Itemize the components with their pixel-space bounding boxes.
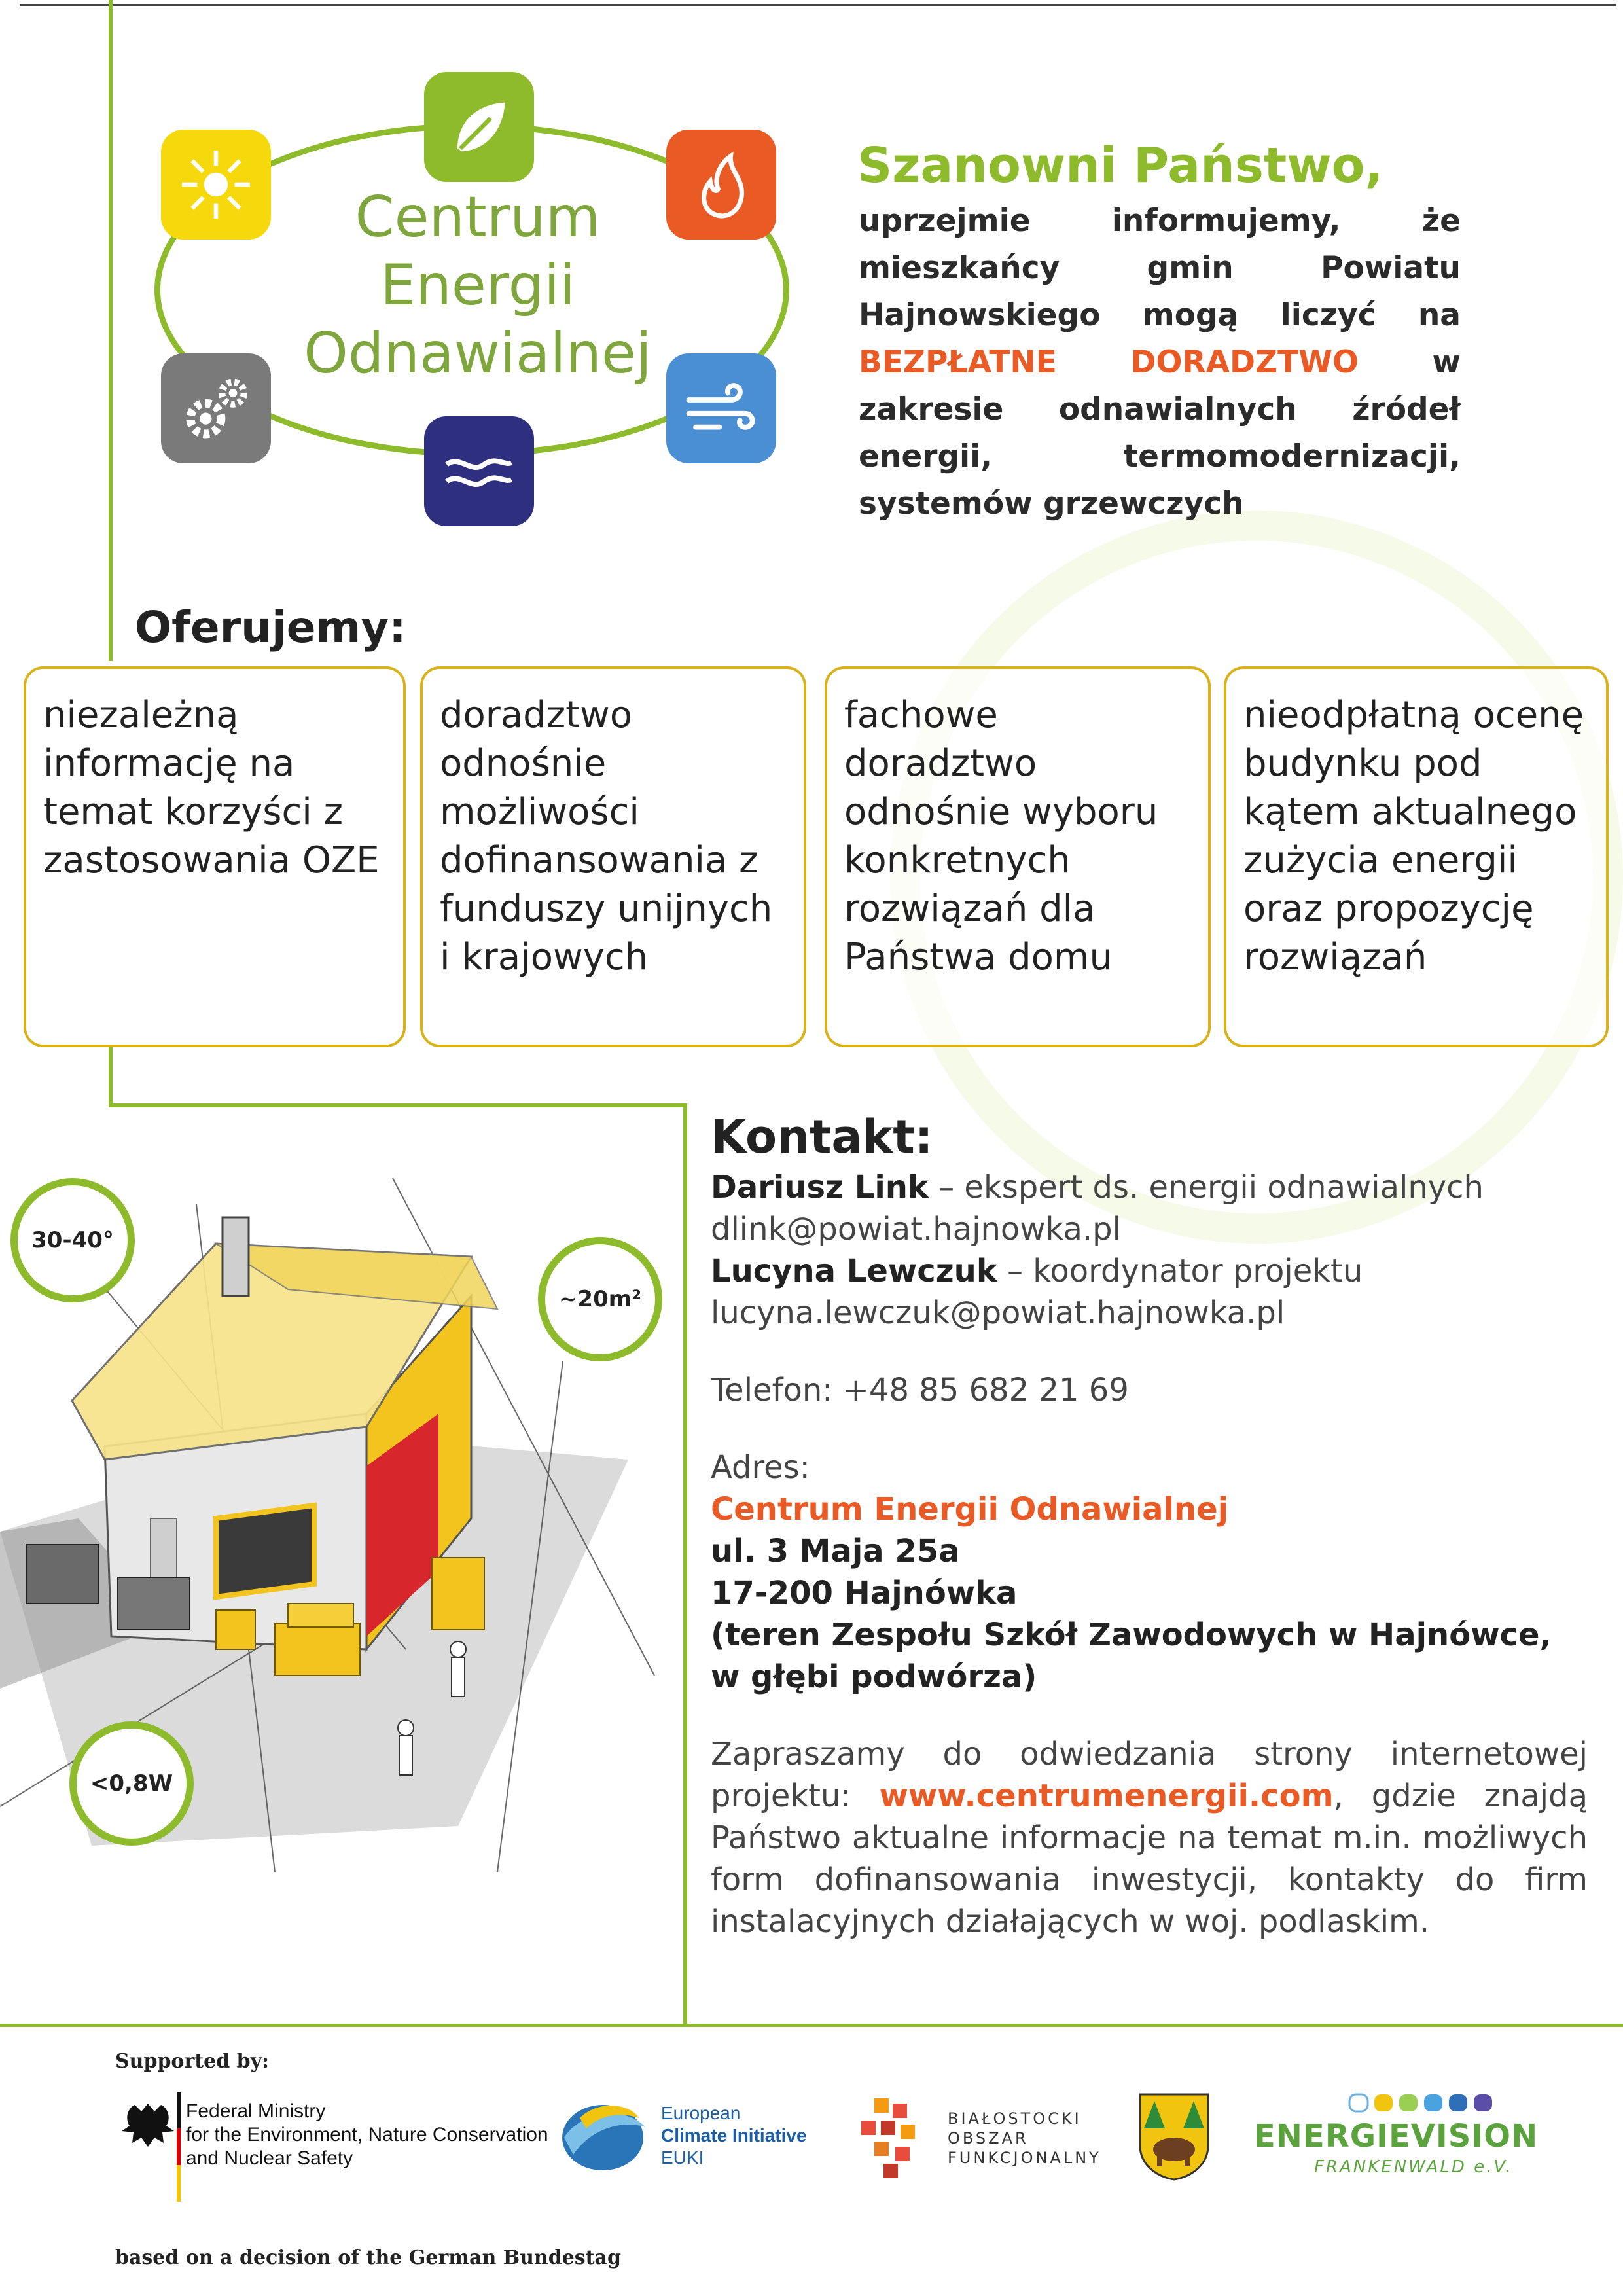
- roof-angle-badge: [10, 1178, 135, 1302]
- euki-logo: [554, 2092, 652, 2177]
- contact-title: Kontakt:: [711, 1110, 933, 1164]
- fire-tile: [666, 130, 776, 240]
- logo-line-1: Centrum: [355, 185, 601, 250]
- person-1-name: Dariusz Link: [711, 1169, 929, 1206]
- water-tile: [424, 416, 534, 526]
- phone-number[interactable]: Telefon: +48 85 682 21 69: [711, 1372, 1129, 1408]
- sun-tile: [161, 130, 271, 240]
- leaf-icon: [443, 91, 515, 163]
- person-1-role: – ekspert ds. energii odnawialnych: [928, 1169, 1484, 1206]
- offer-text: doradztwo odnośnie możliwości dofinansowania z funduszy unijnych i krajowych: [440, 694, 773, 978]
- euki-line-1: European: [661, 2103, 741, 2123]
- offer-box-4: [1224, 666, 1609, 1047]
- roof-angle-value: 30-40°: [31, 1227, 114, 1253]
- offer-box-1: [24, 666, 406, 1047]
- gears-icon: [173, 366, 259, 451]
- person-2-name: Lucyna Lewczuk: [711, 1253, 997, 1289]
- greeting-title: Szanowni Państwo,: [857, 137, 1383, 194]
- euki-line-2: Climate Initiative: [661, 2125, 807, 2145]
- address-note-1: (teren Zespołu Szkół Zawodowych w Hajnówce,: [711, 1617, 1552, 1653]
- address-label: Adres:: [711, 1449, 810, 1486]
- invite-text-2: , gdzie znajdą Państwo aktualne informacje na temat m.in. możliwych form dofinansowania inwestycji, kontakty do firm instalacyjnych działających w woj. podlaskim.: [711, 1778, 1588, 1940]
- greeting-body: [859, 198, 1461, 528]
- free-advice-highlight: BEZPŁATNE DORADZTWO: [859, 344, 1359, 380]
- ministry-name: [186, 2100, 548, 2170]
- greeting-text-1: uprzejmie informujemy, że mieszkańcy gmin Powiatu Hajnowskiego mogą liczyć na: [859, 203, 1461, 333]
- frankenwald-name: FRANKENWALD e.V.: [1314, 2157, 1513, 2177]
- fire-icon: [682, 145, 760, 224]
- wind-tile: [666, 353, 776, 463]
- ministry-line-1: Federal Ministry: [186, 2100, 326, 2122]
- bof-line-3: FUNKCJONALNY: [948, 2149, 1101, 2167]
- ministry-line-3: and Nuclear Safety: [186, 2147, 353, 2169]
- contact-section: [711, 1107, 1588, 1943]
- offer-box-2: [420, 666, 806, 1047]
- energievision-name: ENERGIEVISION: [1254, 2118, 1539, 2155]
- contact-person-2: [711, 1250, 1588, 1292]
- house-illustration: [0, 1152, 694, 1924]
- ministry-line-2: for the Environment, Nature Conservation: [186, 2124, 548, 2145]
- u-value-text: <0,8W: [90, 1770, 173, 1797]
- euki-name: [661, 2102, 807, 2169]
- german-eagle-logo: [115, 2092, 181, 2203]
- logo-title: [275, 183, 681, 387]
- sun-icon: [173, 142, 259, 227]
- bof-logo: [855, 2092, 940, 2183]
- greeting-text-2: w zakresie odnawialnych źródeł energii, termomodernizacji, systemów grzewczych: [859, 344, 1461, 522]
- contact-person-1: [711, 1166, 1588, 1208]
- coat-of-arms-logo: [1135, 2090, 1213, 2182]
- offers-title: Oferujemy:: [135, 602, 406, 653]
- address-city: 17-200 Hajnówka: [711, 1575, 1018, 1611]
- leaf-tile: [424, 72, 534, 182]
- supported-by-label: Supported by:: [115, 2050, 270, 2073]
- frame-line-left-top: [109, 0, 113, 661]
- person-1-email[interactable]: dlink@powiat.hajnowka.pl: [711, 1211, 1121, 1247]
- person-2-role: – koordynator projektu: [997, 1253, 1363, 1289]
- energievision-dots: [1348, 2092, 1505, 2115]
- top-border: [20, 4, 1616, 6]
- gears-tile: [161, 353, 271, 463]
- frame-line-horizontal: [109, 1103, 685, 1107]
- address-organization: Centrum Energii Odnawialnej: [711, 1491, 1229, 1528]
- address-street: ul. 3 Maja 25a: [711, 1533, 960, 1570]
- area-badge: [538, 1237, 662, 1361]
- logo-line-3: Odnawialnej: [304, 321, 652, 386]
- bof-line-2: OBSZAR: [948, 2129, 1029, 2147]
- area-value: ~20m²: [558, 1286, 642, 1312]
- u-value-badge: [69, 1721, 194, 1846]
- offer-text: fachowe doradztwo odnośnie wyboru konkretnych rozwiązań dla Państwa domu: [844, 694, 1158, 978]
- website-invitation: [711, 1733, 1588, 1943]
- water-waves-icon: [437, 429, 522, 514]
- offer-text: nieodpłatną ocenę budynku pod kątem aktualnego zużycia energii oraz propozycję rozwiązań: [1243, 694, 1584, 978]
- offer-box-3: [825, 666, 1211, 1047]
- website-link[interactable]: www.centrumenergii.com: [879, 1778, 1334, 1814]
- bof-line-1: BIAŁOSTOCKI: [948, 2109, 1082, 2128]
- wind-icon: [679, 366, 764, 451]
- invite-text-1: Zapraszamy do odwiedzania strony internetowej projektu:: [711, 1736, 1588, 1814]
- person-2-email[interactable]: lucyna.lewczuk@powiat.hajnowka.pl: [711, 1295, 1285, 1331]
- bof-name: [948, 2109, 1101, 2168]
- euki-line-3: EUKI: [661, 2147, 704, 2168]
- address-note-2: w głębi podwórza): [711, 1659, 1037, 1695]
- offer-text: niezależną informację na temat korzyści z zastosowania OZE: [43, 694, 380, 882]
- bundestag-decision-note: based on a decision of the German Bundestag: [115, 2246, 621, 2269]
- logo-line-2: Energii: [380, 253, 575, 318]
- footer-divider: [0, 2024, 1623, 2027]
- frame-line-left-mid: [109, 1046, 113, 1105]
